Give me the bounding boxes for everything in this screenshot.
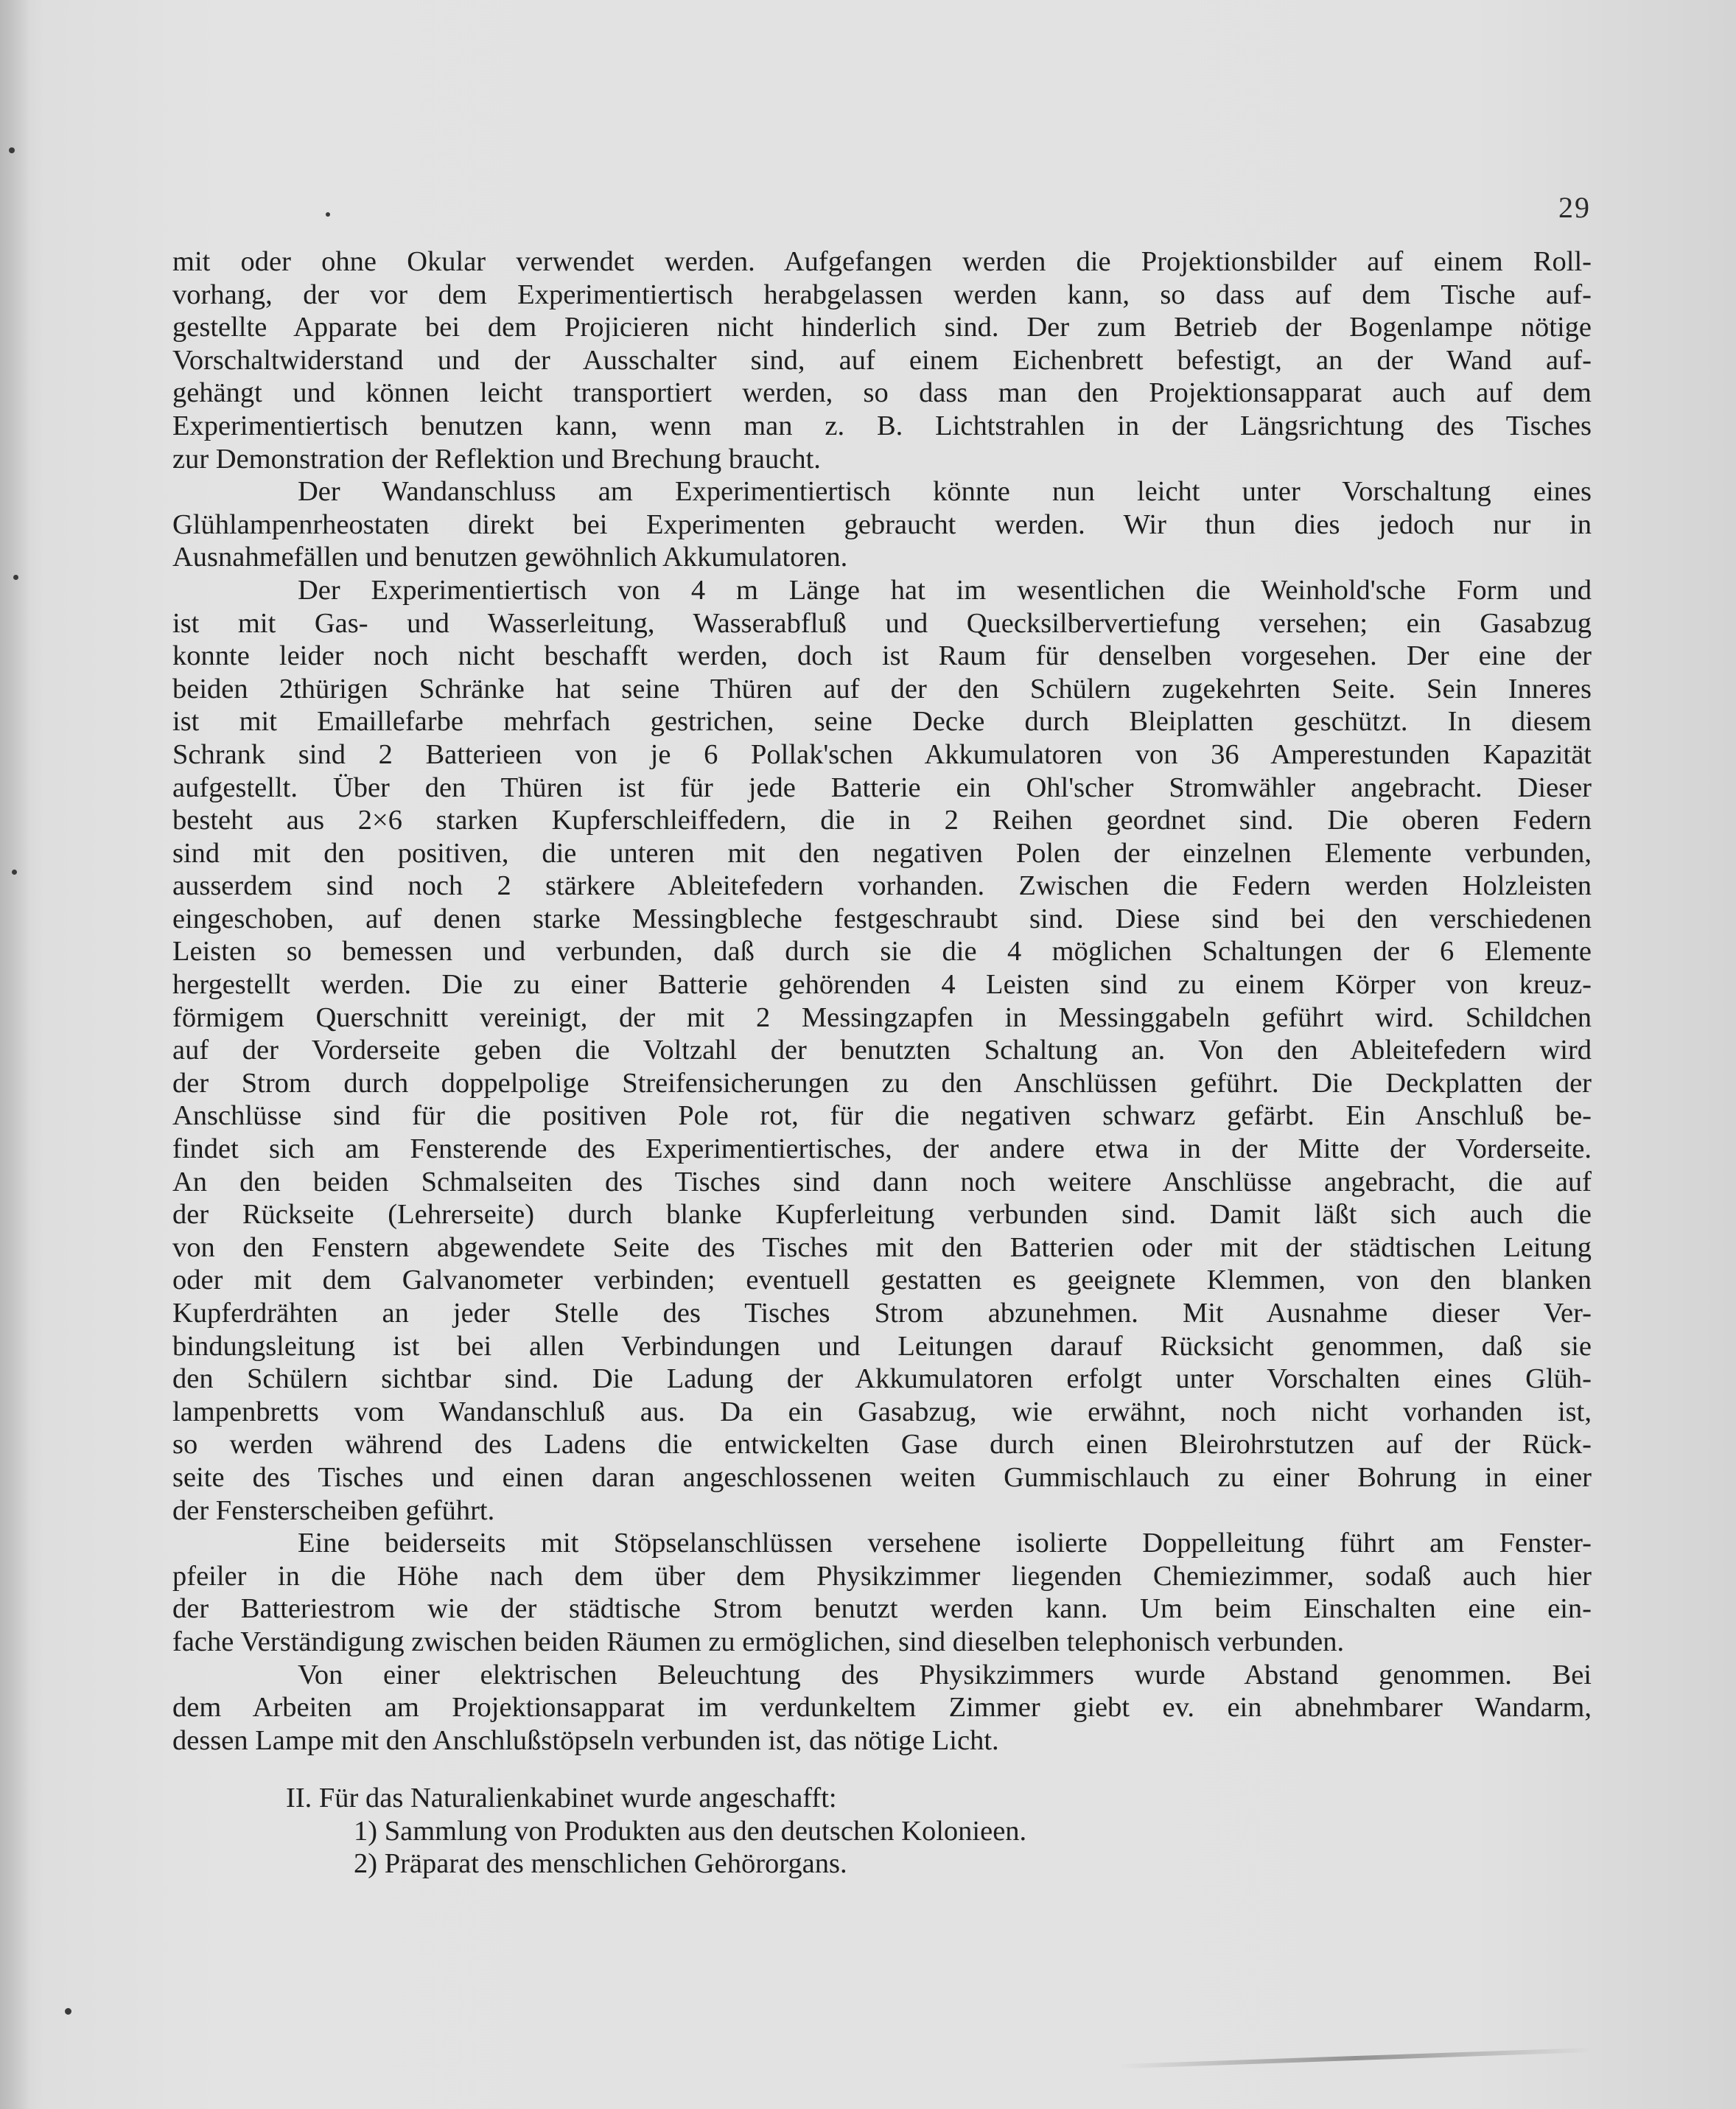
text-line: aufgestellt. Über den Thüren ist für jede Batterie ein Ohl'scher Stromwähler angebracht. Dieser — [172, 772, 1592, 803]
text-line: besteht aus 2×6 starken Kupferschleiffedern, die in 2 Reihen geordnet sind. Die oberen Federn — [172, 805, 1592, 836]
body-text — [172, 245, 1592, 1757]
margin-speck — [9, 147, 15, 153]
text-line: Vorschaltwiderstand und der Ausschalter sind, auf einem Eichenbrett befestigt, an der Wand auf- — [172, 344, 1592, 376]
text-line: Von einer elektrischen Beleuchtung des Physikzimmers wurde Abstand genommen. Bei — [298, 1659, 1592, 1690]
text-line: der Fensterscheiben geführt. — [172, 1494, 495, 1526]
text-line: oder mit dem Galvanometer verbinden; eventuell gestatten es geeignete Klemmen, von den blanken — [172, 1265, 1592, 1296]
text-line: Der Experimentiertisch von 4 m Länge hat im wesentlichen die Weinhold'sche Form und — [298, 574, 1592, 606]
text-line: findet sich am Fensterende des Experimentiertisches, der andere etwa in der Mitte der Vorderseite. — [172, 1133, 1592, 1165]
text-line: vorhang, der vor dem Experimentiertisch herabgelassen werden kann, so dass auf dem Tische auf- — [172, 279, 1592, 310]
text-line: Anschlüsse sind für die positiven Pole rot, für die negativen schwarz gefärbt. Ein Anschluß be- — [172, 1100, 1592, 1132]
paragraph — [172, 475, 1592, 574]
text-line: fache Verständigung zwischen beiden Räumen zu ermöglichen, sind dieselben telephonisch verbunden. — [172, 1626, 1345, 1657]
page-number: 29 — [1558, 191, 1591, 224]
text-line: Eine beiderseits mit Stöpselanschlüssen versehene isolierte Doppelleitung führt am Fenster- — [298, 1528, 1592, 1559]
text-line: seite des Tisches und einen daran angeschlossenen weiten Gummischlauch zu einer Bohrung in einer — [172, 1461, 1592, 1493]
text-line: hergestellt werden. Die zu einer Batterie gehörenden 4 Leisten sind zu einem Körper von kreuz- — [172, 969, 1592, 1001]
paragraph — [172, 1527, 1592, 1658]
text-line: sind mit den positiven, die unteren mit den negativen Polen der einzelnen Elemente verbunden, — [172, 837, 1592, 869]
text-line: auf der Vorderseite geben die Voltzahl der benutzten Schaltung an. Von den Ableitefedern wird — [172, 1035, 1592, 1066]
margin-speck — [13, 575, 18, 580]
paragraph — [172, 245, 1592, 475]
text-line: Experimentiertisch benutzen kann, wenn man z. B. Lichtstrahlen in der Längsrichtung des Tisches — [172, 410, 1592, 441]
text-line: ist mit Gas- und Wasserleitung, Wasserabfluß und Quecksilbervertiefung versehen; ein Gasabzug — [172, 607, 1592, 639]
text-line: Leisten so bemessen und verbunden, daß durch sie die 4 möglichen Schaltungen der 6 Elemente — [172, 936, 1592, 968]
list-item: 2) Präparat des menschlichen Gehörorgans. — [354, 1848, 847, 1880]
text-line: Kupferdrähten an jeder Stelle des Tisches Strom abzunehmen. Mit Ausnahme dieser Ver- — [172, 1298, 1592, 1329]
paragraph — [172, 1659, 1592, 1758]
text-line: dessen Lampe mit den Anschlußstöpseln verbunden ist, das nötige Licht. — [172, 1724, 999, 1756]
text-line: Schrank sind 2 Batterieen von je 6 Pollak'schen Akkumulatoren von 36 Amperestunden Kapazität — [172, 738, 1592, 770]
text-line: beiden 2thürigen Schränke hat seine Thüren auf der den Schülern zugekehrten Seite. Sein Inneres — [172, 673, 1592, 704]
text-line: Glühlampenrheostaten direkt bei Experimenten gebraucht werden. Wir thun dies jedoch nur in — [172, 508, 1592, 540]
text-line: ausserdem sind noch 2 stärkere Ableitefedern vorhanden. Zwischen die Federn werden Holzleisten — [172, 870, 1592, 902]
text-line: den Schülern sichtbar sind. Die Ladung der Akkumulatoren erfolgt unter Vorschalten eines Glüh- — [172, 1363, 1592, 1395]
text-line: von den Fenstern abgewendete Seite des Tisches mit den Batterien oder mit der städtischen Leitung — [172, 1231, 1592, 1263]
text-line: bindungsleitung ist bei allen Verbindungen und Leitungen darauf Rücksicht genommen, daß sie — [172, 1330, 1592, 1362]
ink-smudge — [1120, 2048, 1592, 2068]
section-heading: II. Für das Naturalienkabinet wurde angeschafft: — [286, 1783, 837, 1814]
text-line: so werden während des Ladens die entwickelten Gase durch einen Bleirohrstutzen auf der Rück- — [172, 1429, 1592, 1461]
text-line: zur Demonstration der Reflektion und Brechung braucht. — [172, 443, 821, 475]
page-edge-shadow — [0, 0, 29, 2109]
text-line: gestellte Apparate bei dem Projicieren nicht hinderlich sind. Der zum Betrieb der Bogenlampe nötige — [172, 312, 1592, 343]
margin-speck — [12, 870, 17, 875]
text-line: der Strom durch doppelpolige Streifensicherungen zu den Anschlüssen geführt. Die Deckplatten der — [172, 1067, 1592, 1099]
text-line: förmigem Querschnitt vereinigt, der mit 2 Messingzapfen in Messinggabeln geführt wird. Schildchen — [172, 1001, 1592, 1033]
text-line: pfeiler in die Höhe nach dem über dem Physikzimmer liegenden Chemiezimmer, sodaß auch hier — [172, 1560, 1592, 1592]
text-line: eingeschoben, auf denen starke Messingbleche festgeschraubt sind. Diese sind bei den verschiedenen — [172, 903, 1592, 934]
text-line: der Batteriestrom wie der städtische Strom benutzt werden kann. Um beim Einschalten eine ein- — [172, 1593, 1592, 1625]
margin-speck — [326, 212, 330, 217]
text-line: Ausnahmefällen und benutzen gewöhnlich Akkumulatoren. — [172, 542, 848, 573]
text-line: konnte leider noch nicht beschafft werden, doch ist Raum für denselben vorgesehen. Der eine der — [172, 640, 1592, 672]
text-line: ist mit Emaillefarbe mehrfach gestrichen, seine Decke durch Bleiplatten geschützt. In diesem — [172, 706, 1592, 738]
text-line: An den beiden Schmalseiten des Tisches sind dann noch weitere Anschlüsse angebracht, die auf — [172, 1166, 1592, 1197]
margin-speck — [65, 2008, 71, 2015]
text-line: der Rückseite (Lehrerseite) durch blanke Kupferleitung verbunden sind. Damit läßt sich auch die — [172, 1199, 1592, 1231]
list-item: 1) Sammlung von Produkten aus den deutschen Kolonieen. — [354, 1815, 1027, 1847]
text-line: gehängt und können leicht transportiert werden, so dass man den Projektionsapparat auch auf dem — [172, 377, 1592, 409]
text-line: lampenbretts vom Wandanschluß aus. Da ein Gasabzug, wie erwähnt, noch nicht vorhanden ist, — [172, 1396, 1592, 1427]
text-line: dem Arbeiten am Projektionsapparat im verdunkeltem Zimmer giebt ev. ein abnehmbarer Wandarm, — [172, 1692, 1592, 1724]
text-line: Der Wandanschluss am Experimentiertisch könnte nun leicht unter Vorschaltung eines — [298, 476, 1592, 508]
section-ii — [286, 1782, 1026, 1881]
paragraph — [172, 574, 1592, 1527]
text-line: mit oder ohne Okular verwendet werden. Aufgefangen werden die Projektionsbilder auf einem Roll- — [172, 246, 1592, 277]
